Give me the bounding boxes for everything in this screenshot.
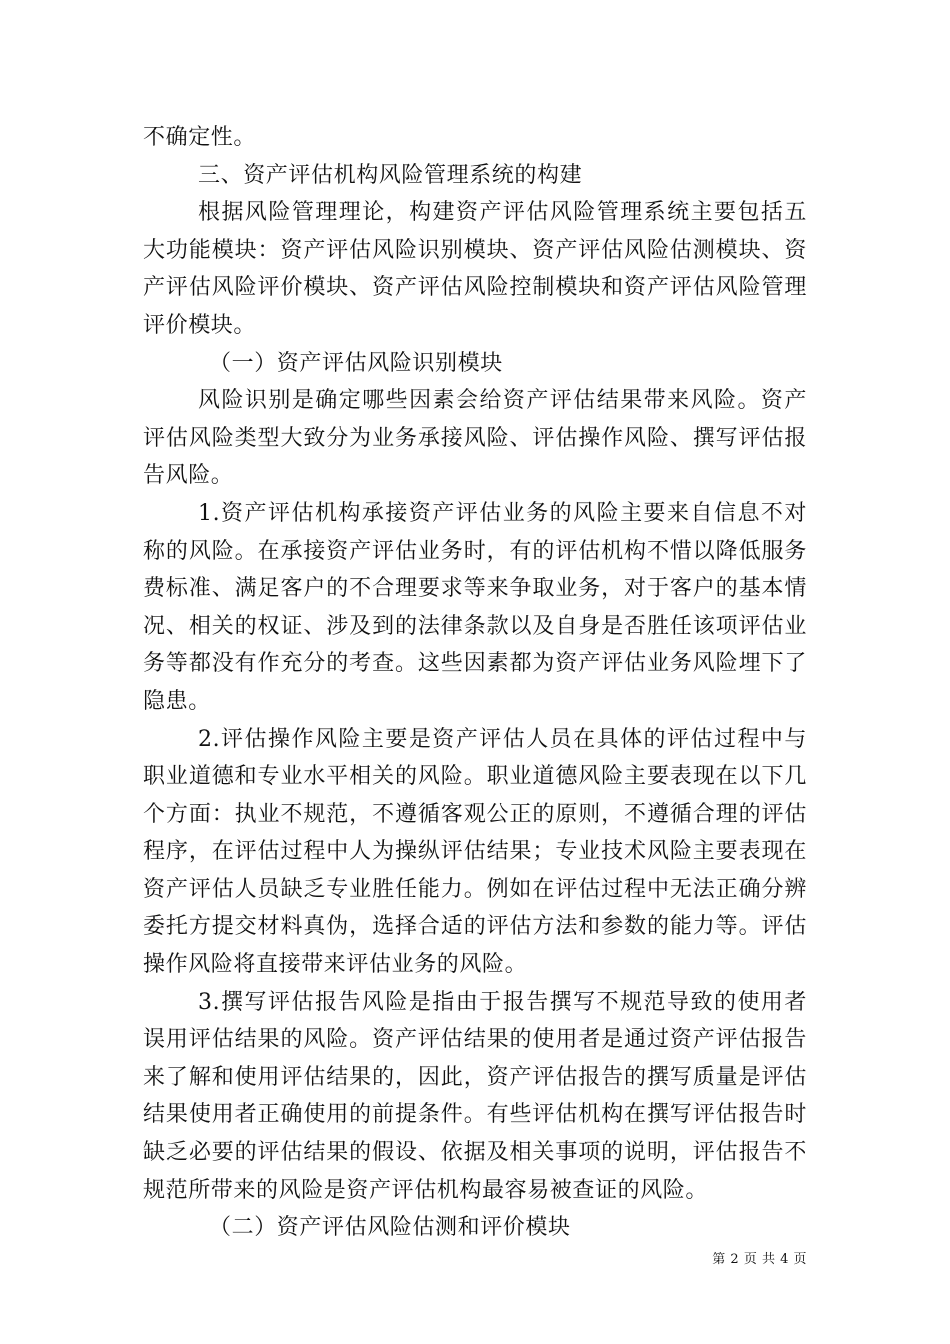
section-heading: 三、资产评估机构风险管理系统的构建: [198, 162, 583, 188]
numbered-paragraph: 2.评估操作风险主要是资产评估人员在具体的评估过程中与职业道德和专业水平相关的风险。职业道德风险主要表现在以下几个方面：执业不规范，不遵循客观公正的原则，不遵循合理的评估程序，在评估过程中人为操纵评估结果；专业技术风险主要表现在资产评估人员缺乏专业胜任能力。例如在评估过程中无法正确分辨委托方提交材料真伪，选择合适的评估方法和参数的能力等。评估操作风险将直接带来评估业务的风险。: [143, 726, 807, 978]
subsection-heading: （一）资产评估风险识别模块: [209, 350, 503, 376]
subsection-heading: （二）资产评估风险估测和评价模块: [209, 1215, 571, 1241]
body-paragraph: 风险识别是确定哪些因素会给资产评估结果带来风险。资产评估风险类型大致分为业务承接风险、评估操作风险、撰写评估报告风险。: [143, 388, 807, 489]
page-number: 第 2 页 共 4 页: [712, 1252, 807, 1267]
body-paragraph: 根据风险管理理论，构建资产评估风险管理系统主要包括五大功能模块：资产评估风险识别模块、资产评估风险估测模块、资产评估风险评价模块、资产评估风险控制模块和资产评估风险管理评价模块。: [143, 200, 807, 338]
document-body: [143, 119, 807, 1247]
continuation-paragraph: 不确定性。: [143, 125, 257, 150]
numbered-paragraph: 1.资产评估机构承接资产评估业务的风险主要来自信息不对称的风险。在承接资产评估业务时，有的评估机构不惜以降低服务费标准、满足客户的不合理要求等来争取业务，对于客户的基本情况、相关的权证、涉及到的法律条款以及自身是否胜任该项评估业务等都没有作充分的考查。这些因素都为资产评估业务风险埋下了隐患。: [143, 500, 807, 714]
numbered-paragraph: 3.撰写评估报告风险是指由于报告撰写不规范导致的使用者误用评估结果的风险。资产评估结果的使用者是通过资产评估报告来了解和使用评估结果的，因此，资产评估报告的撰写质量是评估结果使用者正确使用的前提条件。有些评估机构在撰写评估报告时缺乏必要的评估结果的假设、依据及相关事项的说明，评估报告不规范所带来的风险是资产评估机构最容易被查证的风险。: [143, 989, 807, 1203]
